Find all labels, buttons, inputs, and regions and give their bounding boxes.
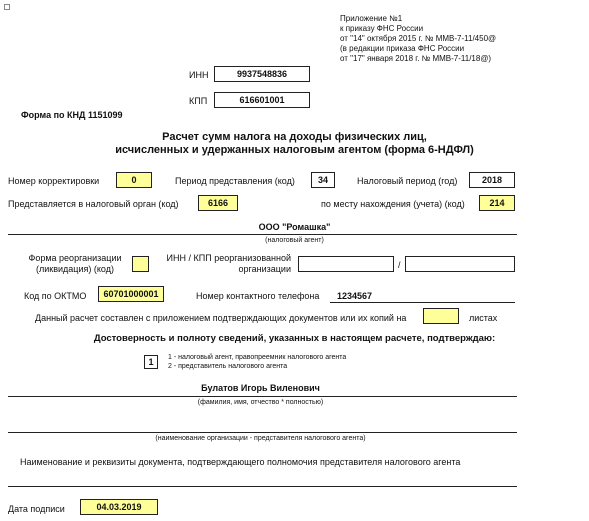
inn-field[interactable]: 9937548836 bbox=[214, 66, 310, 82]
confirm-heading: Достоверность и полноту сведений, указанных в настоящем расчете, подтверждаю: bbox=[93, 333, 496, 344]
reorg-separator: / bbox=[398, 260, 401, 270]
attachments-field[interactable] bbox=[423, 308, 459, 324]
tax-period-label: Налоговый период (год) bbox=[357, 176, 458, 186]
reorg-form-label-line: Форма реорганизации bbox=[28, 253, 122, 263]
phone-label: Номер контактного телефона bbox=[196, 291, 320, 301]
authority-field[interactable]: 6166 bbox=[198, 195, 238, 211]
form-title-line: исчисленных и удержанных налоговым агентом (форма 6-НДФЛ) bbox=[115, 144, 474, 156]
form-title-line: Расчет сумм налога на доходы физических лиц, bbox=[162, 131, 427, 143]
org-caption: (наименование организации - представителя налогового агента) bbox=[155, 435, 366, 442]
period-label: Период представления (код) bbox=[175, 176, 295, 186]
tax-period-field[interactable]: 2018 bbox=[469, 172, 515, 188]
location-label: по месту нахождения (учета) (код) bbox=[321, 199, 465, 209]
oktmo-field[interactable]: 60701000001 bbox=[98, 286, 164, 302]
authority-label: Представляется в налоговый орган (код) bbox=[8, 199, 179, 209]
form-knd: Форма по КНД 1151099 bbox=[21, 110, 123, 120]
confirm-option-1: 1 - налоговый агент, правопреемник налогового агента bbox=[168, 354, 347, 361]
person-line bbox=[8, 396, 517, 397]
kpp-label: КПП bbox=[189, 96, 208, 106]
corner-marker bbox=[4, 4, 10, 10]
correction-label: Номер корректировки bbox=[8, 176, 100, 186]
kpp-field[interactable]: 616601001 bbox=[214, 92, 310, 108]
reorg-form-field[interactable] bbox=[132, 256, 149, 272]
location-field[interactable]: 214 bbox=[479, 195, 515, 211]
confirm-code-field[interactable]: 1 bbox=[144, 355, 158, 369]
reorg-kpp-field[interactable] bbox=[405, 256, 515, 272]
agent-name: ООО "Ромашка" bbox=[258, 222, 331, 232]
doc-line bbox=[8, 486, 517, 487]
form-title bbox=[0, 131, 589, 157]
correction-field[interactable]: 0 bbox=[116, 172, 152, 188]
reorg-inn-field[interactable] bbox=[298, 256, 394, 272]
agent-caption: (налоговый агент) bbox=[265, 237, 324, 244]
annex-line: к приказу ФНС России bbox=[340, 24, 424, 33]
annex-line: (в редакции приказа ФНС России bbox=[340, 44, 465, 53]
reorg-inn-kpp-label-line: организации bbox=[238, 264, 291, 274]
reorg-inn-kpp-label bbox=[156, 253, 291, 275]
org-line bbox=[8, 432, 517, 433]
phone-line bbox=[330, 302, 515, 303]
period-field[interactable]: 34 bbox=[311, 172, 335, 188]
oktmo-label: Код по ОКТМО bbox=[24, 291, 87, 301]
reorg-form-label-line: (ликвидация) (код) bbox=[36, 264, 114, 274]
agent-line bbox=[8, 234, 517, 235]
annex-line: от "14" октября 2015 г. № ММВ-7-11/450@ bbox=[340, 34, 497, 43]
annex-line: Приложение №1 bbox=[340, 14, 403, 23]
annex-block bbox=[340, 14, 496, 64]
person-caption: (фамилия, имя, отчество * полностью) bbox=[197, 399, 324, 406]
reorg-form-label bbox=[20, 253, 130, 275]
doc-label: Наименование и реквизиты документа, подтверждающего полномочия представителя налогового агента bbox=[20, 457, 461, 467]
inn-label: ИНН bbox=[189, 70, 209, 80]
phone-value[interactable]: 1234567 bbox=[337, 291, 373, 301]
confirm-option-2: 2 - представитель налогового агента bbox=[168, 363, 288, 370]
reorg-inn-kpp-label-line: ИНН / КПП реорганизованной bbox=[166, 253, 291, 263]
attachments-label: Данный расчет составлен с приложением подтверждающих документов или их копий на bbox=[35, 313, 407, 323]
sign-date-label: Дата подписи bbox=[8, 504, 65, 514]
annex-line: от "17" января 2018 г. № ММВ-7-11/18@) bbox=[340, 54, 492, 63]
person-name: Булатов Игорь Виленович bbox=[201, 383, 320, 393]
attachments-suffix: листах bbox=[469, 313, 498, 323]
sign-date-field[interactable]: 04.03.2019 bbox=[80, 499, 158, 515]
